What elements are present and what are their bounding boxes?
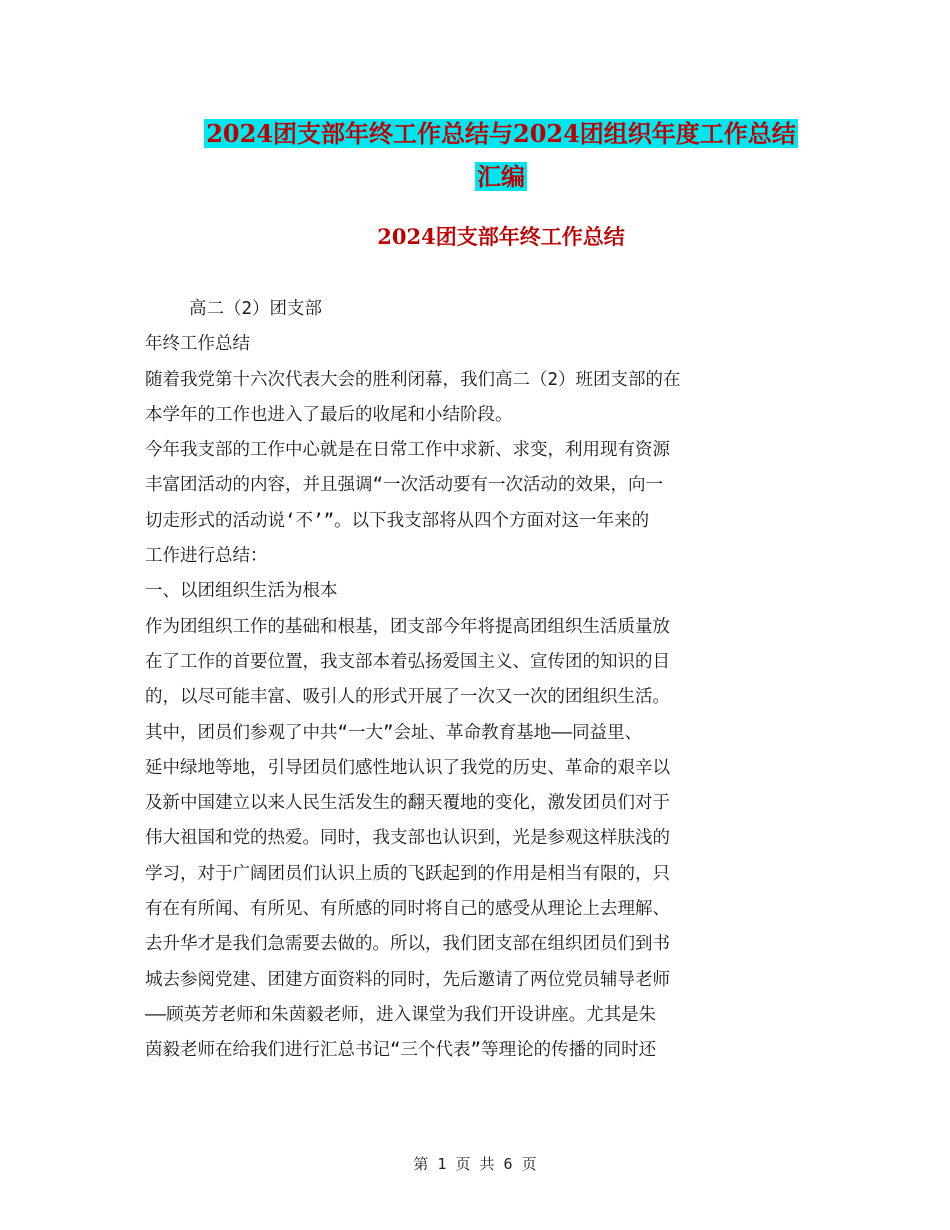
paragraph-line: 在了工作的首要位置，我支部本着弘扬爱国主义、宣传团的知识的目 bbox=[145, 651, 670, 672]
paragraph-line: 茵毅老师在给我们进行汇总书记“三个代表”等理论的传播的同时还 bbox=[145, 1040, 657, 1061]
document-title bbox=[140, 112, 862, 198]
paragraph-line: 去升华才是我们急需要去做的。所以，我们团支部在组织团员们到书 bbox=[145, 934, 670, 955]
paragraph-line: 丰富团活动的内容，并且强调“一次活动要有一次活动的效果，向一 bbox=[145, 475, 664, 496]
paragraph-line: 其中，团员们参观了中共“一大”会址、革命教育基地——同益里、 bbox=[145, 722, 643, 743]
paragraph-line: 延中绿地等地，引导团员们感性地认识了我党的历史、革命的艰辛以 bbox=[145, 757, 670, 778]
paragraph-line: 随着我党第十六次代表大会的胜利闭幕，我们高二（2）班团支部的在 bbox=[145, 369, 681, 390]
title-line-1: 2024团支部年终工作总结与2024团组织年度工作总结 bbox=[206, 119, 796, 148]
paragraph-line: 伟大祖国和党的热爱。同时，我支部也认识到，光是参观这样肤浅的 bbox=[145, 828, 670, 849]
section-title: 2024团支部年终工作总结 bbox=[377, 224, 625, 249]
title-line-2: 汇编 bbox=[477, 162, 525, 191]
paragraph-line: 的，以尽可能丰富、吸引人的形式开展了一次又一次的团组织生活。 bbox=[145, 687, 670, 708]
paragraph-line: 工作进行总结： bbox=[145, 546, 268, 567]
paragraph-line: 切走形式的活动说‘不’”。以下我支部将从四个方面对这一年来的 bbox=[145, 510, 650, 531]
paragraph-line: 及新中国建立以来人民生活发生的翻天覆地的变化，激发团员们对于 bbox=[145, 793, 670, 814]
paragraph-line: ——顾英芳老师和朱茵毅老师，进入课堂为我们开设讲座。尤其是朱 bbox=[145, 1004, 657, 1025]
paragraph-line: 高二（2）团支部 bbox=[189, 299, 323, 319]
paragraph-line: 今年我支部的工作中心就是在日常工作中求新、求变，利用现有资源 bbox=[145, 440, 670, 461]
paragraph-line: 本学年的工作也进入了最后的收尾和小结阶段。 bbox=[145, 404, 513, 425]
paragraph-line: 一、以团组织生活为根本 bbox=[145, 581, 338, 602]
body-text bbox=[145, 292, 805, 1069]
paragraph-line: 年终工作总结 bbox=[145, 334, 250, 355]
paragraph-line: 城去参阅党建、团建方面资料的同时，先后邀请了两位党员辅导老师 bbox=[145, 969, 670, 990]
paragraph-line: 有在有所闻、有所见、有所感的同时将自己的感受从理论上去理解、 bbox=[145, 899, 670, 920]
paragraph-line: 作为团组织工作的基础和根基，团支部今年将提高团组织生活质量放 bbox=[145, 616, 670, 637]
paragraph-line: 学习，对于广阔团员们认识上质的飞跃起到的作用是相当有限的，只 bbox=[145, 863, 670, 884]
page-footer: 第 1 页 共 6 页 bbox=[413, 1155, 537, 1173]
